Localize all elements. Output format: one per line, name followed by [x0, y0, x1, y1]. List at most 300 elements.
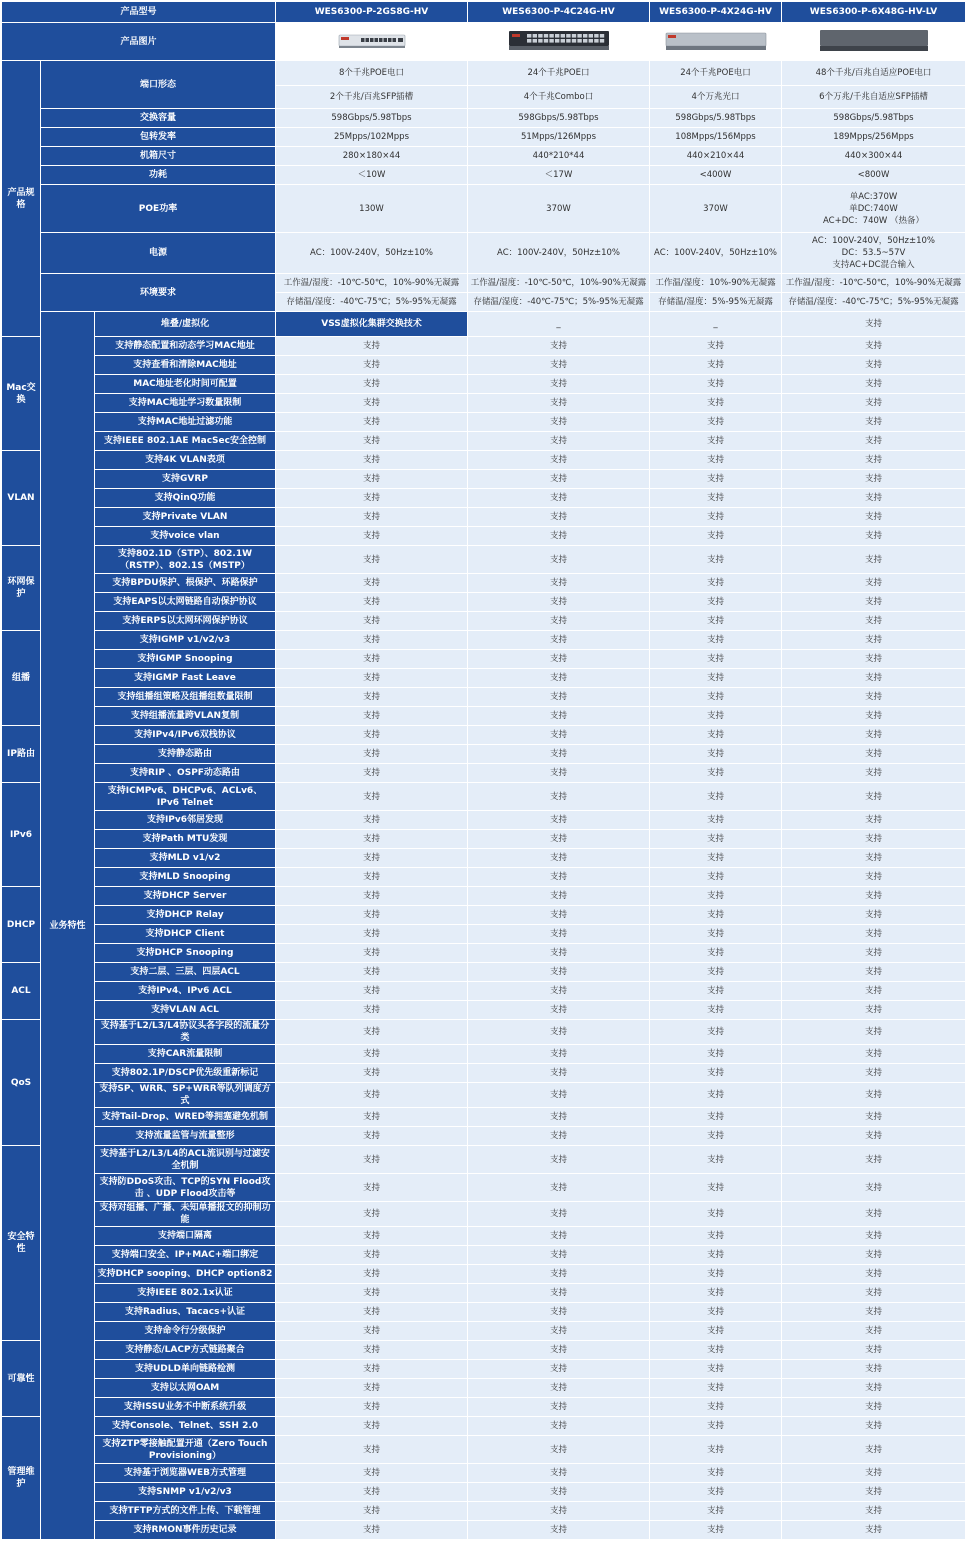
- feature-row: [2, 337, 965, 355]
- support-value: 支持: [650, 508, 781, 526]
- feature-label: 支持Path MTU发现: [95, 830, 275, 848]
- support-value: 支持: [650, 574, 781, 592]
- support-value: 支持: [782, 312, 965, 336]
- spec-value: 51Mpps/126Mpps: [468, 128, 649, 146]
- port-icon: [527, 39, 531, 43]
- support-value: 支持: [650, 650, 781, 668]
- feature-row: [2, 375, 965, 393]
- support-value: 支持: [468, 432, 649, 450]
- spec-value: <400W: [650, 166, 781, 184]
- support-value: 支持: [276, 413, 467, 431]
- poe-value: 370W: [468, 185, 649, 232]
- support-value: 支持: [276, 650, 467, 668]
- port-icon: [566, 34, 570, 38]
- support-value: 支持: [276, 1464, 467, 1482]
- feature-row: [2, 669, 965, 687]
- feature-row: [2, 1045, 965, 1063]
- product-image-1: [276, 23, 467, 60]
- env-value: 工作温/湿度：-10℃-50℃，10%-90%无凝露: [782, 274, 965, 292]
- poe-line: AC+DC：740W （热备）: [822, 215, 925, 226]
- support-value: 支持: [650, 1246, 781, 1264]
- port-icon: [583, 34, 587, 38]
- support-value: 支持: [650, 963, 781, 981]
- feature-row: [2, 631, 965, 649]
- support-value: 支持: [782, 963, 965, 981]
- support-value: 支持: [782, 413, 965, 431]
- support-value: 支持: [650, 982, 781, 1000]
- feature-row: [2, 508, 965, 526]
- support-value: 支持: [468, 963, 649, 981]
- port-form-value: 6个万兆/千兆自适应SFP插槽: [782, 86, 965, 108]
- spec-label: 交换容量: [41, 109, 275, 127]
- support-value: 支持: [276, 1379, 467, 1397]
- support-value: 支持: [468, 1146, 649, 1173]
- support-value: 支持: [650, 470, 781, 488]
- feature-label: 支持防DDoS攻击、TCP的SYN Flood攻击 、UDP Flood攻击等: [95, 1174, 275, 1201]
- support-value: 支持: [468, 925, 649, 943]
- port-icon: [566, 39, 570, 43]
- env-value: 工作温/湿度：-10℃-50℃，10%-90%无凝露: [276, 274, 467, 292]
- port-form-value: 8个千兆POE电口: [276, 61, 467, 85]
- spec-value: 598Gbps/5.98Tbps: [782, 109, 965, 127]
- support-value: 支持: [782, 1174, 965, 1201]
- support-value: 支持: [468, 1127, 649, 1145]
- env-value: 存储温/湿度：-40℃-75℃；5%-95%无凝露: [468, 293, 649, 311]
- env-value: 工作温/湿度：-10℃-50℃，10%-90%无凝露: [468, 274, 649, 292]
- support-value: 支持: [782, 669, 965, 687]
- support-value: 支持: [782, 612, 965, 630]
- feature-label: 支持DHCP sooping、DHCP option82: [95, 1265, 275, 1283]
- support-value: 支持: [276, 1001, 467, 1019]
- support-value: 支持: [782, 1322, 965, 1340]
- feature-label: 支持DHCP Snooping: [95, 944, 275, 962]
- poe-line: 单DC:740W: [849, 203, 898, 214]
- support-value: 支持: [782, 527, 965, 545]
- support-value: 支持: [276, 887, 467, 905]
- feature-group-label: 安全特性: [2, 1146, 40, 1340]
- support-value: 支持: [276, 982, 467, 1000]
- spec-row: [2, 109, 965, 127]
- support-value: 支持: [276, 508, 467, 526]
- feature-label: 支持MAC地址学习数量限制: [95, 394, 275, 412]
- support-value: 支持: [650, 1341, 781, 1359]
- feature-label: 支持基于L2/L3/L4的ACL流识别与过滤安全机制: [95, 1146, 275, 1173]
- support-value: 支持: [276, 1146, 467, 1173]
- support-value: 支持: [276, 811, 467, 829]
- support-value: 支持: [276, 1265, 467, 1283]
- env-value: 存储温/湿度：-40℃-75℃；5%-95%无凝露: [276, 293, 467, 311]
- support-value: 支持: [650, 688, 781, 706]
- support-value: 支持: [468, 375, 649, 393]
- feature-group-label: IP路由: [2, 726, 40, 782]
- port-form-value: 4个万兆光口: [650, 86, 781, 108]
- support-value: 支持: [782, 546, 965, 573]
- support-value: 支持: [468, 688, 649, 706]
- support-value: 支持: [650, 783, 781, 810]
- support-value: 支持: [782, 887, 965, 905]
- feature-label: 支持RMON事件历史记录: [95, 1521, 275, 1539]
- support-value: 支持: [276, 1284, 467, 1302]
- support-value: 支持: [276, 707, 467, 725]
- support-value: 支持: [782, 745, 965, 763]
- support-value: 支持: [276, 1322, 467, 1340]
- feature-label: 支持DHCP Client: [95, 925, 275, 943]
- support-value: 支持: [782, 470, 965, 488]
- support-value: 支持: [468, 356, 649, 374]
- support-value: 支持: [276, 1064, 467, 1082]
- power-value: AC：100V-240V，50Hz±10%: [276, 233, 467, 273]
- feature-row: [2, 593, 965, 611]
- support-value: 支持: [782, 451, 965, 469]
- support-value: 支持: [782, 574, 965, 592]
- env-row-1: [2, 274, 965, 292]
- support-value: 支持: [782, 337, 965, 355]
- power-value: AC：100V-240V，50Hz±10%: [650, 233, 781, 273]
- support-value: 支持: [782, 925, 965, 943]
- feature-label: 支持IGMP Snooping: [95, 650, 275, 668]
- poe-value-last: [782, 185, 965, 232]
- feature-row: [2, 1436, 965, 1463]
- feature-row: [2, 394, 965, 412]
- feature-label: 支持MLD v1/v2: [95, 849, 275, 867]
- feature-group-label: 堆叠/虚拟化: [95, 312, 275, 336]
- support-value: 支持: [276, 1127, 467, 1145]
- support-value: 支持: [468, 1083, 649, 1107]
- support-value: 支持: [650, 394, 781, 412]
- feature-label: 支持BPDU保护、根保护、环路保护: [95, 574, 275, 592]
- feature-label: 支持VLAN ACL: [95, 1001, 275, 1019]
- feature-row: [2, 745, 965, 763]
- support-value: 支持: [782, 982, 965, 1000]
- support-value: 支持: [468, 1001, 649, 1019]
- switch-image: [818, 28, 930, 54]
- feature-row: [2, 764, 965, 782]
- port-icon: [571, 34, 575, 38]
- support-value: 支持: [468, 783, 649, 810]
- support-value: 支持: [782, 508, 965, 526]
- feature-label: 支持以太网OAM: [95, 1379, 275, 1397]
- support-value: 支持: [782, 1108, 965, 1126]
- support-value: 支持: [468, 413, 649, 431]
- support-value: 支持: [468, 849, 649, 867]
- model-name: WES6300-P-6X48G-HV-LV: [782, 2, 965, 22]
- feature-label: 支持UDLD单向链路检测: [95, 1360, 275, 1378]
- support-value: 支持: [650, 1083, 781, 1107]
- support-value: 支持: [276, 394, 467, 412]
- feature-row: [2, 1303, 965, 1321]
- spec-value: <800W: [782, 166, 965, 184]
- support-value: 支持: [650, 1045, 781, 1063]
- spec-row: [2, 128, 965, 146]
- support-value: 支持: [468, 337, 649, 355]
- spec-value: 189Mpps/256Mpps: [782, 128, 965, 146]
- feature-label: 支持CAR流量限制: [95, 1045, 275, 1063]
- support-value: 支持: [650, 451, 781, 469]
- spec-label: 包转发率: [41, 128, 275, 146]
- power-line: 支持AC+DC混合输入: [832, 260, 915, 270]
- support-value: 支持: [468, 1202, 649, 1226]
- picture-row: [2, 23, 965, 60]
- port-form-row-1: [2, 61, 965, 85]
- support-value: 支持: [650, 1360, 781, 1378]
- support-value: 支持: [782, 1020, 965, 1044]
- feature-label: 支持GVRP: [95, 470, 275, 488]
- support-value: 支持: [468, 669, 649, 687]
- support-value: 支持: [782, 707, 965, 725]
- support-value: 支持: [468, 944, 649, 962]
- support-value: 支持: [650, 868, 781, 886]
- feature-label: 支持TFTP方式的文件上传、下载管理: [95, 1502, 275, 1520]
- model-name: WES6300-P-4X24G-HV: [650, 2, 781, 22]
- spec-value: ＜10W: [276, 166, 467, 184]
- feature-row: [2, 811, 965, 829]
- support-value: 支持: [468, 546, 649, 573]
- support-value: 支持: [650, 1436, 781, 1463]
- feature-label: 支持端口安全、IP+MAC+端口绑定: [95, 1246, 275, 1264]
- feature-row: [2, 726, 965, 744]
- support-value: 支持: [468, 830, 649, 848]
- support-value: 支持: [650, 1174, 781, 1201]
- support-value: 支持: [468, 1502, 649, 1520]
- support-value: 支持: [276, 1246, 467, 1264]
- feature-label: 支持静态/LACP方式链路聚合: [95, 1341, 275, 1359]
- support-value: 支持: [468, 906, 649, 924]
- support-value: 支持: [468, 1483, 649, 1501]
- product-image-2: [468, 23, 649, 60]
- support-value: 支持: [782, 394, 965, 412]
- support-value: 支持: [650, 1483, 781, 1501]
- power-line: DC：53.5~57V: [841, 248, 906, 258]
- support-value: 支持: [276, 1436, 467, 1463]
- support-value: 支持: [468, 489, 649, 507]
- support-value: 支持: [276, 1521, 467, 1539]
- support-value: 支持: [782, 1246, 965, 1264]
- support-value: 支持: [468, 726, 649, 744]
- support-value: 支持: [650, 432, 781, 450]
- support-value: 支持: [468, 612, 649, 630]
- feature-label: 支持RIP 、OSPF动态路由: [95, 764, 275, 782]
- feature-label: 支持端口隔离: [95, 1227, 275, 1245]
- support-value: 支持: [782, 432, 965, 450]
- support-value: 支持: [782, 688, 965, 706]
- power-row: [2, 233, 965, 273]
- feature-row: [2, 1246, 965, 1264]
- port-icon: [588, 39, 592, 43]
- support-value: 支持: [276, 906, 467, 924]
- support-value: 支持: [650, 631, 781, 649]
- support-value: 支持: [468, 394, 649, 412]
- feature-row: [2, 1284, 965, 1302]
- support-value: 支持: [782, 1521, 965, 1539]
- support-value: 支持: [782, 1064, 965, 1082]
- support-value: 支持: [468, 887, 649, 905]
- support-value: 支持: [650, 849, 781, 867]
- feature-label: 支持MAC地址过滤功能: [95, 413, 275, 431]
- feature-row: [2, 527, 965, 545]
- support-value: 支持: [650, 925, 781, 943]
- spec-value: 598Gbps/5.98Tbps: [468, 109, 649, 127]
- support-value: 支持: [650, 1521, 781, 1539]
- support-value: 支持: [276, 1045, 467, 1063]
- feature-label: 支持Radius、Tacacs+认证: [95, 1303, 275, 1321]
- support-value: 支持: [650, 337, 781, 355]
- feature-label: 支持IEEE 802.1x认证: [95, 1284, 275, 1302]
- support-value: 支持: [650, 1202, 781, 1226]
- support-value: 支持: [276, 849, 467, 867]
- port-form-value: 2个千兆/百兆SFP插槽: [276, 86, 467, 108]
- feature-label: 支持基于浏览器WEB方式管理: [95, 1464, 275, 1482]
- spec-value: 280×180×44: [276, 147, 467, 165]
- support-value: 支持: [276, 1398, 467, 1416]
- support-value: 支持: [276, 451, 467, 469]
- feature-group-label: DHCP: [2, 887, 40, 962]
- support-value: 支持: [276, 764, 467, 782]
- env-label: 环境要求: [41, 274, 275, 311]
- support-value: 支持: [276, 963, 467, 981]
- support-value: 支持: [276, 612, 467, 630]
- spec-value: ＜17W: [468, 166, 649, 184]
- feature-row: [2, 1127, 965, 1145]
- support-value: 支持: [276, 1020, 467, 1044]
- support-value: 支持: [276, 783, 467, 810]
- feature-label: 支持Tail-Drop、WRED等拥塞避免机制: [95, 1108, 275, 1126]
- feature-group-label: 组播: [2, 631, 40, 725]
- port-form-value: 24个千兆POE口: [468, 61, 649, 85]
- support-value: 支持: [468, 650, 649, 668]
- support-value: 支持: [782, 1265, 965, 1283]
- feature-label: 支持EAPS以太网链路自动保护协议: [95, 593, 275, 611]
- feature-row: [2, 1202, 965, 1226]
- support-value: 支持: [650, 1417, 781, 1435]
- support-value: 支持: [782, 489, 965, 507]
- support-value: 支持: [468, 593, 649, 611]
- support-value: 支持: [468, 764, 649, 782]
- feature-row: [2, 413, 965, 431]
- support-value: 支持: [276, 470, 467, 488]
- feature-row: [2, 546, 965, 573]
- support-value: 支持: [468, 1174, 649, 1201]
- port-form-label: 端口形态: [41, 61, 275, 108]
- support-value: 支持: [468, 1227, 649, 1245]
- feature-row: [2, 906, 965, 924]
- spec-value: 598Gbps/5.98Tbps: [650, 109, 781, 127]
- feature-label: 支持命令行分级保护: [95, 1322, 275, 1340]
- feature-label: 支持Private VLAN: [95, 508, 275, 526]
- support-value: 支持: [782, 1284, 965, 1302]
- model-label: 产品型号: [2, 2, 275, 22]
- spec-label: 机箱尺寸: [41, 147, 275, 165]
- feature-label: 支持ZTP零接触配置开通（Zero Touch Provisioning）: [95, 1436, 275, 1463]
- feature-label: 支持IEEE 802.1AE MacSec安全控制: [95, 432, 275, 450]
- port-icon: [538, 39, 542, 43]
- support-value: 支持: [650, 944, 781, 962]
- support-value: 支持: [468, 1379, 649, 1397]
- feature-label: 支持QinQ功能: [95, 489, 275, 507]
- feature-row: [2, 1341, 965, 1359]
- support-value: 支持: [650, 830, 781, 848]
- support-value: 支持: [468, 1341, 649, 1359]
- feature-row: [2, 688, 965, 706]
- feature-row: [2, 1174, 965, 1201]
- support-value: 支持: [468, 1464, 649, 1482]
- feature-row: [2, 1502, 965, 1520]
- support-value: 支持: [782, 1001, 965, 1019]
- support-value: 支持: [782, 811, 965, 829]
- support-value: 支持: [782, 1341, 965, 1359]
- support-value: 支持: [650, 413, 781, 431]
- support-value: 支持: [782, 849, 965, 867]
- env-value: 工作温/湿度：10%-90%无凝露: [650, 274, 781, 292]
- support-value: 支持: [468, 745, 649, 763]
- feature-group-label: ACL: [2, 963, 40, 1019]
- support-value: 支持: [650, 612, 781, 630]
- feature-group-label: 可靠性: [2, 1341, 40, 1416]
- section-title-spec: 产品规格: [2, 61, 40, 336]
- feature-label: 支持SP、WRR、SP+WRR等队列调度方式: [95, 1083, 275, 1107]
- support-value: 支持: [468, 1417, 649, 1435]
- feature-label: 支持IGMP v1/v2/v3: [95, 631, 275, 649]
- port-icon: [594, 39, 598, 43]
- feature-label: 支持静态路由: [95, 745, 275, 763]
- support-value: 支持: [468, 574, 649, 592]
- port-icon: [599, 34, 603, 38]
- support-value: 支持: [468, 508, 649, 526]
- feature-row: [2, 1379, 965, 1397]
- feature-label: 支持组播组策略及组播组数量限制: [95, 688, 275, 706]
- feature-label: 支持对组播、广播、未知单播报文的抑制功能: [95, 1202, 275, 1226]
- support-value: 支持: [650, 707, 781, 725]
- feature-group-label: 环网保护: [2, 546, 40, 630]
- feature-row: [2, 1521, 965, 1539]
- support-value: 支持: [276, 1360, 467, 1378]
- feature-label: MAC地址老化时间可配置: [95, 375, 275, 393]
- support-value: 支持: [468, 1521, 649, 1539]
- support-value: 支持: [782, 1227, 965, 1245]
- support-value: 支持: [468, 451, 649, 469]
- feature-row: [2, 925, 965, 943]
- port-icon: [532, 39, 536, 43]
- support-value: 支持: [276, 337, 467, 355]
- support-value: 支持: [782, 593, 965, 611]
- support-value: 支持: [650, 745, 781, 763]
- model-row: [2, 2, 965, 22]
- poe-value: 370W: [650, 185, 781, 232]
- feature-label: 支持802.1D（STP）、802.1W（RSTP）、802.1S（MSTP）: [95, 546, 275, 573]
- feature-label: 支持IPv4、IPv6 ACL: [95, 982, 275, 1000]
- port-icon: [560, 34, 564, 38]
- support-value: 支持: [276, 1483, 467, 1501]
- port-icon: [532, 34, 536, 38]
- support-value: 支持: [650, 1064, 781, 1082]
- feature-group-label: VLAN: [2, 451, 40, 545]
- support-value: 支持: [782, 726, 965, 744]
- support-value: 支持: [650, 726, 781, 744]
- port-form-value: 24个千兆POE电口: [650, 61, 781, 85]
- feature-label: 支持Console、Telnet、SSH 2.0: [95, 1417, 275, 1435]
- support-value: 支持: [276, 1108, 467, 1126]
- support-value: 支持: [276, 489, 467, 507]
- support-value: 支持: [276, 356, 467, 374]
- support-value: 支持: [468, 1108, 649, 1126]
- feature-label: 支持ICMPv6、DHCPv6、ACLv6、IPv6 Telnet: [95, 783, 275, 810]
- port-form-value: 48个千兆/百兆自适应POE电口: [782, 61, 965, 85]
- port-icon: [594, 34, 598, 38]
- support-value: 支持: [782, 944, 965, 962]
- support-value: 支持: [650, 527, 781, 545]
- feature-row: [2, 451, 965, 469]
- port-icon: [549, 34, 553, 38]
- support-value: 支持: [468, 868, 649, 886]
